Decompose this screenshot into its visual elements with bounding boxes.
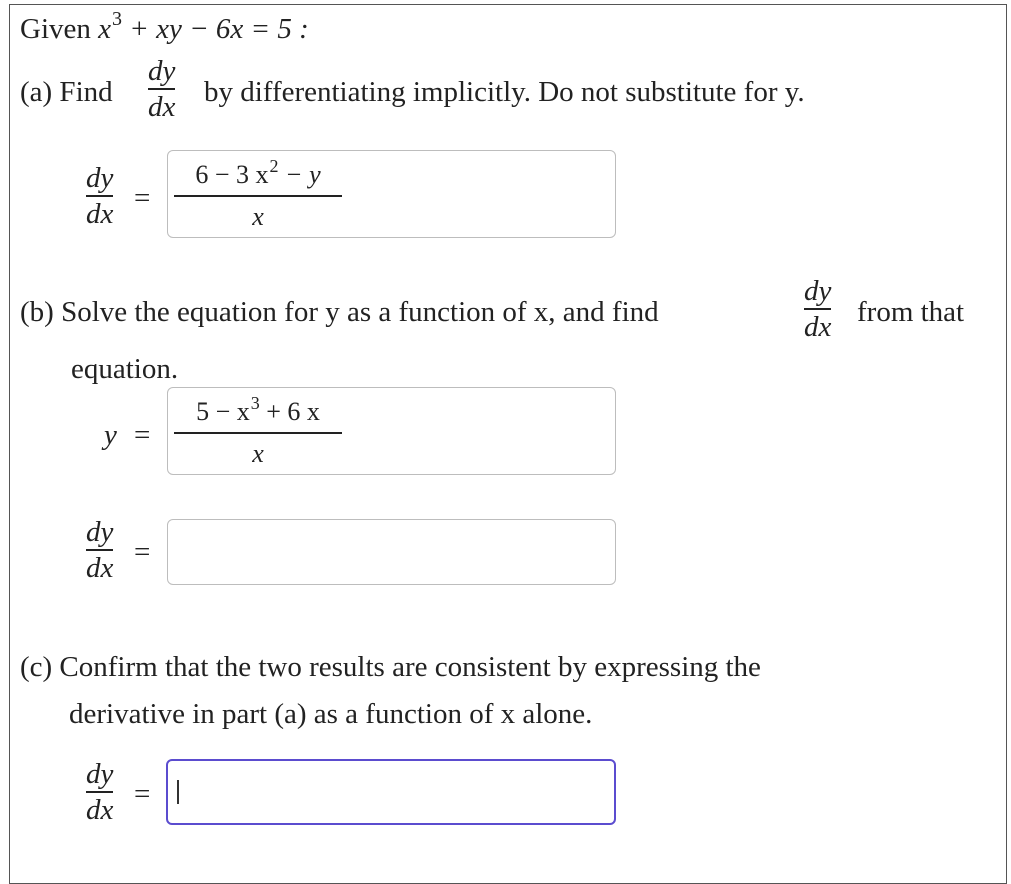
part-a-deriv-den: dx bbox=[148, 90, 176, 123]
answer-fraction-bar bbox=[174, 432, 342, 434]
part-a-answer-num bbox=[195, 156, 321, 192]
part-a-text: by differentiating implicitly. Do not substitute for y. bbox=[204, 76, 805, 108]
part-a-answer-den: x bbox=[252, 201, 264, 231]
given-exponent: 3 bbox=[112, 8, 122, 30]
part-c-equals: = bbox=[134, 778, 151, 810]
given-statement bbox=[20, 8, 309, 49]
part-c-line2: derivative in part (a) as a function of x alone. bbox=[69, 698, 593, 730]
part-b-num-exp: 3 bbox=[250, 393, 260, 413]
part-b-lhs-num: dy bbox=[86, 516, 114, 548]
part-b-text-after: from that bbox=[857, 296, 965, 328]
given-rest: + xy − 6x = 5 : bbox=[129, 13, 309, 45]
text-cursor bbox=[177, 780, 179, 804]
part-b-deriv-answer-field[interactable] bbox=[167, 519, 616, 585]
part-a-num-exp: 2 bbox=[269, 156, 279, 176]
part-a-num-pre: 6 − 3 x bbox=[195, 160, 269, 189]
fraction-bar bbox=[148, 88, 175, 90]
fraction-bar bbox=[804, 308, 831, 310]
part-c-lhs-den: dx bbox=[86, 793, 114, 826]
part-b-y-answer-fraction bbox=[174, 393, 342, 469]
part-a-answer-fraction bbox=[174, 156, 342, 232]
part-c-lhs-fraction bbox=[86, 759, 113, 825]
part-a-label: (a) Find bbox=[20, 76, 113, 108]
part-b-deriv-num: dy bbox=[804, 275, 832, 307]
part-b-num-post: + 6 x bbox=[259, 397, 320, 426]
given-label: Given bbox=[20, 13, 91, 45]
part-a-deriv-fraction bbox=[148, 56, 175, 122]
part-b-lhs-fraction bbox=[86, 517, 113, 583]
fraction-bar bbox=[86, 791, 113, 793]
part-a-deriv-num: dy bbox=[148, 55, 176, 87]
part-b-text-line2: equation. bbox=[71, 353, 179, 385]
part-c-lhs-num: dy bbox=[86, 758, 114, 790]
part-b-deriv-den: dx bbox=[804, 310, 832, 343]
part-a-lhs-fraction bbox=[86, 163, 113, 229]
part-b-num-pre: 5 − x bbox=[196, 397, 250, 426]
part-a-lhs-den: dx bbox=[86, 197, 114, 230]
part-b-y-answer-den: x bbox=[252, 438, 264, 468]
part-a-equals: = bbox=[134, 182, 151, 214]
fraction-bar bbox=[86, 195, 113, 197]
part-a-num-post: − y bbox=[278, 160, 321, 189]
part-a-lhs-num: dy bbox=[86, 162, 114, 194]
part-b-deriv-fraction bbox=[804, 276, 831, 342]
fraction-bar bbox=[86, 549, 113, 551]
part-b-y-answer-num bbox=[196, 393, 320, 429]
part-b-lhs-den: dx bbox=[86, 551, 114, 584]
part-b-y-label: y bbox=[104, 419, 117, 451]
part-b-deriv-equals: = bbox=[134, 536, 151, 568]
part-b-y-equals: = bbox=[134, 419, 151, 451]
part-c-answer-field[interactable] bbox=[166, 759, 616, 825]
given-x: x bbox=[98, 13, 111, 45]
part-b-text: (b) Solve the equation for y as a function of x, and find bbox=[20, 296, 659, 328]
answer-fraction-bar bbox=[174, 195, 342, 197]
part-c-line1: (c) Confirm that the two results are consistent by expressing the bbox=[20, 651, 761, 683]
